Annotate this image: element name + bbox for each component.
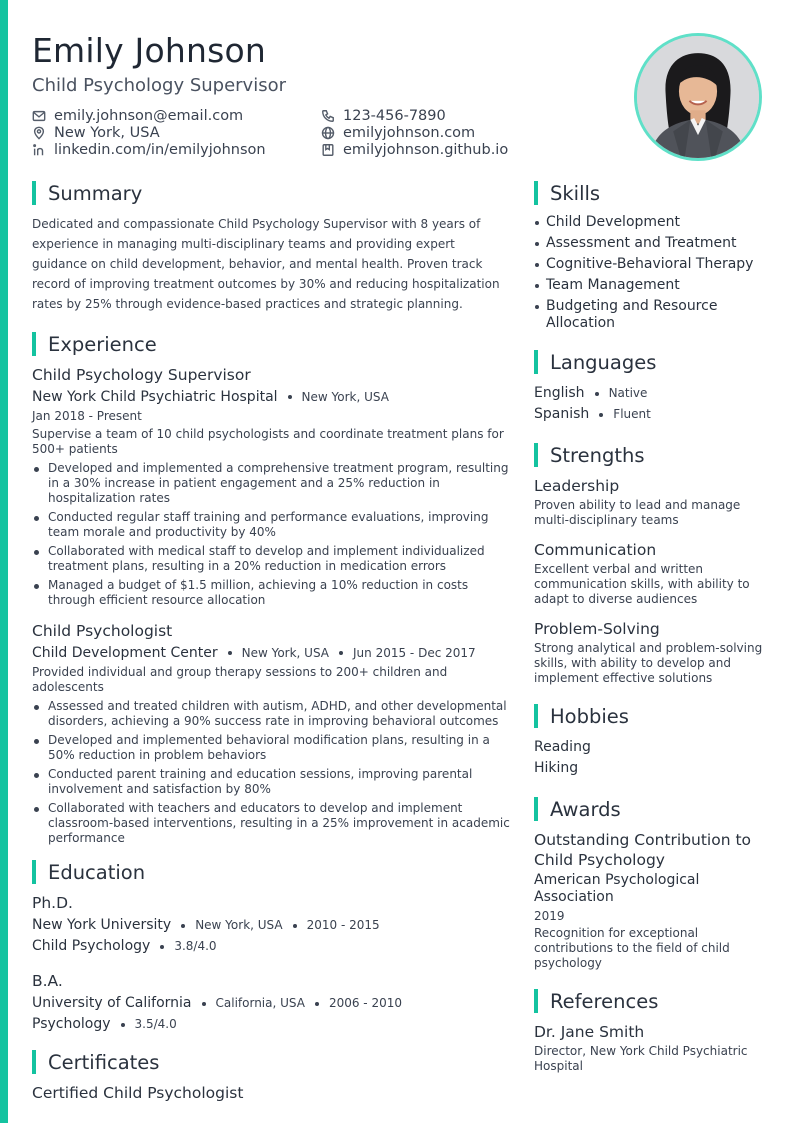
contact-email-text: emily.johnson@email.com <box>54 107 244 124</box>
edu-dates: 2010 - 2015 <box>306 918 380 932</box>
languages-heading <box>534 349 764 375</box>
separator-dot <box>181 924 185 928</box>
edu-field: Psychology <box>32 1016 111 1032</box>
edu-field: Child Psychology <box>32 938 151 954</box>
candidate-title: Child Psychology Supervisor <box>32 75 287 96</box>
contact-location-text: New York, USA <box>54 124 160 141</box>
resume-header <box>32 30 632 98</box>
job-description: Supervise a team of 10 child psychologists and coordinate treatment plans for 500+ patients <box>32 427 504 456</box>
certificates-heading-text: Certificates <box>48 1050 160 1074</box>
section-marker <box>534 350 538 374</box>
edu-gpa: 3.8/4.0 <box>174 939 217 953</box>
awards-heading-text: Awards <box>550 797 621 821</box>
job-org-line <box>32 387 512 407</box>
skill-item: Cognitive-Behavioral Therapy <box>534 256 764 273</box>
award-item <box>534 830 764 971</box>
location-icon <box>32 126 46 140</box>
award-year: 2019 <box>534 909 565 923</box>
edu-field-line <box>32 936 512 957</box>
section-marker <box>534 443 538 467</box>
contact-location <box>32 124 321 141</box>
edu-location: California, USA <box>215 996 305 1010</box>
linkedin-icon <box>32 143 46 157</box>
contact-list <box>32 107 552 158</box>
strength-desc: Proven ability to lead and manage multi-disciplinary teams <box>534 498 741 527</box>
section-marker <box>32 1050 36 1074</box>
job-bullet: Developed and implemented behavioral modification plans, resulting in a 50% reduction in problem behaviors <box>32 733 512 763</box>
strength-name: Problem-Solving <box>534 620 660 638</box>
hobbies-heading-text: Hobbies <box>550 704 629 728</box>
separator-dot <box>595 392 599 396</box>
strength-desc: Excellent verbal and written communication skills, with ability to adapt to diverse audiences <box>534 562 750 606</box>
contact-website-text: emilyjohnson.com <box>343 124 476 141</box>
job-bullet: Collaborated with medical staff to develop and implement individualized treatment plans, resulting in a 20% reduction in medication errors <box>32 544 512 574</box>
education-item <box>32 893 512 957</box>
hobby-item: Hiking <box>534 760 579 776</box>
contact-linkedin[interactable] <box>32 141 321 158</box>
contact-github[interactable] <box>321 141 551 158</box>
job-bullet: Conducted parent training and education sessions, improving parental involvement and satisfaction by 80% <box>32 767 512 797</box>
languages-heading-text: Languages <box>550 350 657 374</box>
language-item <box>534 404 764 425</box>
job-location: New York, USA <box>241 646 330 660</box>
accent-bar <box>0 0 8 1123</box>
job-title: Child Psychologist <box>32 622 173 640</box>
summary-heading <box>32 180 512 206</box>
skill-item: Assessment and Treatment <box>534 235 764 252</box>
certificates-heading <box>32 1049 512 1075</box>
separator-dot <box>288 395 292 399</box>
section-marker <box>32 332 36 356</box>
experience-heading-text: Experience <box>48 332 157 356</box>
skill-item: Child Development <box>534 214 764 231</box>
contact-phone[interactable] <box>321 107 551 124</box>
reference-role: Director, New York Child Psychiatric Hospital <box>534 1044 748 1073</box>
award-title: Outstanding Contribution to Child Psychology <box>534 831 752 869</box>
certificate-item: Certified Child Psychologist <box>32 1084 244 1102</box>
skills-list <box>534 214 764 332</box>
language-name: Spanish <box>534 406 590 422</box>
strength-name: Communication <box>534 541 657 559</box>
hobbies-heading <box>534 703 764 729</box>
edu-degree: Ph.D. <box>32 894 73 912</box>
summary-heading-text: Summary <box>48 181 143 205</box>
section-marker <box>534 181 538 205</box>
language-level: Native <box>608 386 648 400</box>
strength-name: Leadership <box>534 477 620 495</box>
separator-dot <box>293 924 297 928</box>
contact-website[interactable] <box>321 124 551 141</box>
strengths-heading-text: Strengths <box>550 443 645 467</box>
award-org: American Psychological Association <box>534 872 700 905</box>
job-dates: Jan 2018 - Present <box>32 409 142 423</box>
separator-dot <box>202 1002 206 1006</box>
edu-school-line <box>32 915 512 936</box>
job-org-line <box>32 643 512 663</box>
strengths-heading <box>534 442 764 468</box>
job-description: Provided individual and group therapy sessions to 200+ children and adolescents <box>32 665 448 694</box>
edu-dates: 2006 - 2010 <box>328 996 402 1010</box>
strength-desc: Strong analytical and problem-solving skills, with ability to develop and implement effective solutions <box>534 641 763 685</box>
separator-dot <box>228 651 232 655</box>
strength-item <box>534 476 764 528</box>
section-marker <box>534 989 538 1013</box>
education-item <box>32 971 512 1035</box>
profile-photo <box>634 33 762 161</box>
edu-field-line <box>32 1014 512 1035</box>
reference-item <box>534 1022 764 1074</box>
globe-icon <box>321 126 335 140</box>
contact-phone-text: 123-456-7890 <box>343 107 446 124</box>
languages-list <box>534 383 764 425</box>
separator-dot <box>339 651 343 655</box>
left-column <box>32 180 512 1103</box>
summary-text: Dedicated and compassionate Child Psychology Supervisor with 8 years of experience in managing multi-disciplinary teams and providing expert guidance on child development, behavior, and mental health. Proven track record of improving treatment outcomes by 30% and reducing hospitalization rates by 25% through evidence-based practices and strategic planning. <box>32 217 500 311</box>
github-icon <box>321 143 335 157</box>
edu-gpa: 3.5/4.0 <box>134 1017 177 1031</box>
skills-heading <box>534 180 764 206</box>
language-item <box>534 383 764 404</box>
edu-school: New York University <box>32 917 172 933</box>
profile-photo-icon <box>637 36 759 158</box>
separator-dot <box>315 1002 319 1006</box>
experience-item <box>32 365 512 608</box>
language-name: English <box>534 385 585 401</box>
section-marker <box>534 797 538 821</box>
candidate-name: Emily Johnson <box>32 31 267 70</box>
job-bullet: Developed and implemented a comprehensive treatment program, resulting in a 30% increase in patient engagement and a 25% reduction in hospitalization rates <box>32 461 512 506</box>
references-heading-text: References <box>550 989 659 1013</box>
experience-heading <box>32 331 512 357</box>
job-dates: Jun 2015 - Dec 2017 <box>353 646 476 660</box>
separator-dot <box>160 945 164 949</box>
contact-linkedin-text: linkedin.com/in/emilyjohnson <box>54 141 266 158</box>
job-title: Child Psychology Supervisor <box>32 366 251 384</box>
job-org: Child Development Center <box>32 645 218 661</box>
skills-heading-text: Skills <box>550 181 601 205</box>
skill-item: Budgeting and Resource Allocation <box>534 298 764 332</box>
experience-item <box>32 621 512 846</box>
education-heading-text: Education <box>48 860 146 884</box>
skill-item: Team Management <box>534 277 764 294</box>
section-marker <box>534 704 538 728</box>
strength-item <box>534 619 764 686</box>
references-heading <box>534 988 764 1014</box>
right-column <box>534 180 764 1074</box>
job-org: New York Child Psychiatric Hospital <box>32 389 278 405</box>
edu-location: New York, USA <box>195 918 283 932</box>
job-bullet: Assessed and treated children with autism, ADHD, and other developmental disorders, achieving a 90% success rate in improving behavioral outcomes <box>32 699 512 729</box>
contact-github-text: emilyjohnson.github.io <box>343 141 509 158</box>
job-bullets <box>32 699 512 846</box>
separator-dot <box>599 413 603 417</box>
edu-degree: B.A. <box>32 972 63 990</box>
job-bullet: Conducted regular staff training and performance evaluations, improving team morale and productivity by 40% <box>32 510 512 540</box>
job-bullet: Managed a budget of $1.5 million, achieving a 10% reduction in costs through efficient resource allocation <box>32 578 512 608</box>
job-location: New York, USA <box>301 390 389 404</box>
section-marker <box>32 860 36 884</box>
contact-email[interactable] <box>32 107 321 124</box>
section-marker <box>32 181 36 205</box>
separator-dot <box>121 1023 125 1027</box>
job-bullets <box>32 461 512 608</box>
job-bullet: Collaborated with teachers and educators to develop and implement classroom-based interventions, resulting in a 25% improvement in academic performance <box>32 801 512 846</box>
email-icon <box>32 109 46 123</box>
hobbies-list <box>534 737 764 779</box>
education-heading <box>32 859 512 885</box>
awards-heading <box>534 796 764 822</box>
strength-item <box>534 540 764 607</box>
edu-school: University of California <box>32 995 192 1011</box>
edu-school-line <box>32 993 512 1014</box>
phone-icon <box>321 109 335 123</box>
award-desc: Recognition for exceptional contributions to the field of child psychology <box>534 926 730 970</box>
hobby-item: Reading <box>534 739 591 755</box>
reference-name: Dr. Jane Smith <box>534 1023 645 1041</box>
language-level: Fluent <box>613 407 651 421</box>
